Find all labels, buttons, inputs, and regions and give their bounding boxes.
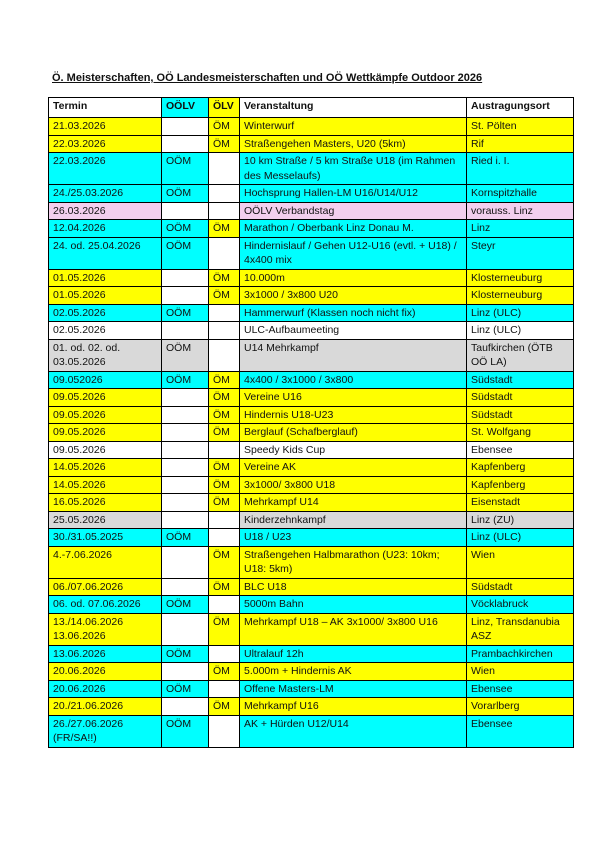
cell-oelv: ÖM bbox=[209, 371, 240, 389]
cell-ooelv bbox=[162, 663, 209, 681]
cell-veranstaltung: OÖLV Verbandstag bbox=[240, 202, 467, 220]
header-veranstaltung: Veranstaltung bbox=[240, 98, 467, 118]
cell-veranstaltung: Winterwurf bbox=[240, 118, 467, 136]
cell-veranstaltung: Mehrkampf U16 bbox=[240, 698, 467, 716]
cell-termin: 24. od. 25.04.2026 bbox=[49, 237, 162, 269]
cell-oelv: ÖM bbox=[209, 578, 240, 596]
cell-veranstaltung: Ultralauf 12h bbox=[240, 645, 467, 663]
cell-ooelv: OÖM bbox=[162, 339, 209, 371]
cell-termin: 25.05.2026 bbox=[49, 511, 162, 529]
cell-veranstaltung: 10 km Straße / 5 km Straße U18 (im Rahmen des Messelaufs) bbox=[240, 153, 467, 185]
table-row bbox=[49, 459, 574, 477]
cell-austragungsort: Vorarlberg bbox=[467, 698, 574, 716]
cell-ooelv bbox=[162, 389, 209, 407]
cell-veranstaltung: Marathon / Oberbank Linz Donau M. bbox=[240, 220, 467, 238]
cell-ooelv bbox=[162, 269, 209, 287]
cell-veranstaltung: Mehrkampf U14 bbox=[240, 494, 467, 512]
cell-veranstaltung: ULC-Aufbaumeeting bbox=[240, 322, 467, 340]
cell-austragungsort: Südstadt bbox=[467, 406, 574, 424]
cell-termin: 13./14.06.2026 13.06.2026 bbox=[49, 613, 162, 645]
cell-termin: 14.05.2026 bbox=[49, 476, 162, 494]
cell-austragungsort: Ried i. I. bbox=[467, 153, 574, 185]
cell-oelv bbox=[209, 153, 240, 185]
cell-oelv bbox=[209, 441, 240, 459]
cell-veranstaltung: 4x400 / 3x1000 / 3x800 bbox=[240, 371, 467, 389]
cell-termin: 26./27.06.2026 (FR/SA!!) bbox=[49, 715, 162, 747]
page-title: Ö. Meisterschaften, OÖ Landesmeisterschaften und OÖ Wettkämpfe Outdoor 2026 bbox=[52, 72, 483, 84]
cell-termin: 02.05.2026 bbox=[49, 322, 162, 340]
cell-termin: 13.06.2026 bbox=[49, 645, 162, 663]
table-row bbox=[49, 339, 574, 371]
cell-oelv bbox=[209, 237, 240, 269]
cell-austragungsort: Kornspitzhalle bbox=[467, 185, 574, 203]
cell-oelv bbox=[209, 511, 240, 529]
cell-termin: 09.052026 bbox=[49, 371, 162, 389]
cell-oelv: ÖM bbox=[209, 424, 240, 442]
cell-ooelv bbox=[162, 441, 209, 459]
cell-austragungsort: Linz (ULC) bbox=[467, 322, 574, 340]
cell-austragungsort: Linz bbox=[467, 220, 574, 238]
cell-oelv: ÖM bbox=[209, 494, 240, 512]
cell-ooelv: OÖM bbox=[162, 237, 209, 269]
table-row bbox=[49, 546, 574, 578]
table-row bbox=[49, 494, 574, 512]
table-row bbox=[49, 135, 574, 153]
cell-oelv bbox=[209, 185, 240, 203]
cell-oelv bbox=[209, 715, 240, 747]
table-row bbox=[49, 287, 574, 305]
cell-austragungsort: Vöcklabruck bbox=[467, 596, 574, 614]
cell-ooelv bbox=[162, 287, 209, 305]
cell-oelv: ÖM bbox=[209, 459, 240, 477]
table-row bbox=[49, 220, 574, 238]
cell-ooelv bbox=[162, 135, 209, 153]
cell-termin: 01.05.2026 bbox=[49, 269, 162, 287]
table-row bbox=[49, 680, 574, 698]
cell-ooelv: OÖM bbox=[162, 185, 209, 203]
cell-veranstaltung: Vereine AK bbox=[240, 459, 467, 477]
cell-ooelv bbox=[162, 494, 209, 512]
table-row bbox=[49, 202, 574, 220]
cell-veranstaltung: Straßengehen Masters, U20 (5km) bbox=[240, 135, 467, 153]
header-oelv: ÖLV bbox=[209, 98, 240, 118]
cell-austragungsort: Linz (ULC) bbox=[467, 529, 574, 547]
header-ort: Austragungsort bbox=[467, 98, 574, 118]
cell-ooelv bbox=[162, 613, 209, 645]
table-row bbox=[49, 118, 574, 136]
cell-ooelv: OÖM bbox=[162, 220, 209, 238]
cell-austragungsort: Wien bbox=[467, 546, 574, 578]
cell-austragungsort: St. Pölten bbox=[467, 118, 574, 136]
cell-termin: 21.03.2026 bbox=[49, 118, 162, 136]
cell-veranstaltung: 10.000m bbox=[240, 269, 467, 287]
cell-termin: 20./21.06.2026 bbox=[49, 698, 162, 716]
cell-ooelv bbox=[162, 546, 209, 578]
table-row bbox=[49, 596, 574, 614]
cell-veranstaltung: Hindernislauf / Gehen U12-U16 (evtl. + U18) / 4x400 mix bbox=[240, 237, 467, 269]
cell-austragungsort: Klosterneuburg bbox=[467, 287, 574, 305]
table-row bbox=[49, 371, 574, 389]
cell-veranstaltung: Hammerwurf (Klassen noch nicht fix) bbox=[240, 304, 467, 322]
cell-austragungsort: Taufkirchen (ÖTB OÖ LA) bbox=[467, 339, 574, 371]
table-row bbox=[49, 237, 574, 269]
cell-ooelv: OÖM bbox=[162, 645, 209, 663]
cell-austragungsort: Linz (ZU) bbox=[467, 511, 574, 529]
cell-termin: 09.05.2026 bbox=[49, 406, 162, 424]
table-row bbox=[49, 424, 574, 442]
cell-austragungsort: Steyr bbox=[467, 237, 574, 269]
header-termin: Termin bbox=[49, 98, 162, 118]
cell-austragungsort: Rif bbox=[467, 135, 574, 153]
table-row bbox=[49, 578, 574, 596]
cell-austragungsort: Südstadt bbox=[467, 371, 574, 389]
table-row bbox=[49, 185, 574, 203]
cell-austragungsort: Kapfenberg bbox=[467, 459, 574, 477]
cell-veranstaltung: 3x1000/ 3x800 U18 bbox=[240, 476, 467, 494]
cell-veranstaltung: Kinderzehnkampf bbox=[240, 511, 467, 529]
cell-oelv: ÖM bbox=[209, 287, 240, 305]
cell-termin: 30./31.05.2025 bbox=[49, 529, 162, 547]
cell-austragungsort: Eisenstadt bbox=[467, 494, 574, 512]
table-row bbox=[49, 476, 574, 494]
cell-austragungsort: Ebensee bbox=[467, 441, 574, 459]
cell-oelv bbox=[209, 596, 240, 614]
header-ooelv: OÖLV bbox=[162, 98, 209, 118]
cell-oelv: ÖM bbox=[209, 269, 240, 287]
table-row bbox=[49, 613, 574, 645]
cell-veranstaltung: 5.000m + Hindernis AK bbox=[240, 663, 467, 681]
cell-veranstaltung: Berglauf (Schafberglauf) bbox=[240, 424, 467, 442]
cell-ooelv: OÖM bbox=[162, 371, 209, 389]
table-row bbox=[49, 153, 574, 185]
cell-ooelv bbox=[162, 202, 209, 220]
cell-oelv: ÖM bbox=[209, 698, 240, 716]
cell-veranstaltung: Straßengehen Halbmarathon (U23: 10km; U18: 5km) bbox=[240, 546, 467, 578]
cell-veranstaltung: Vereine U16 bbox=[240, 389, 467, 407]
cell-oelv: ÖM bbox=[209, 220, 240, 238]
cell-ooelv: OÖM bbox=[162, 153, 209, 185]
cell-veranstaltung: AK + Hürden U12/U14 bbox=[240, 715, 467, 747]
cell-termin: 20.06.2026 bbox=[49, 663, 162, 681]
cell-austragungsort: Kapfenberg bbox=[467, 476, 574, 494]
cell-termin: 12.04.2026 bbox=[49, 220, 162, 238]
cell-oelv: ÖM bbox=[209, 613, 240, 645]
cell-oelv bbox=[209, 339, 240, 371]
cell-termin: 24./25.03.2026 bbox=[49, 185, 162, 203]
cell-ooelv bbox=[162, 511, 209, 529]
cell-ooelv bbox=[162, 118, 209, 136]
cell-termin: 09.05.2026 bbox=[49, 441, 162, 459]
cell-veranstaltung: 5000m Bahn bbox=[240, 596, 467, 614]
cell-termin: 14.05.2026 bbox=[49, 459, 162, 477]
cell-austragungsort: Ebensee bbox=[467, 680, 574, 698]
cell-termin: 06. od. 07.06.2026 bbox=[49, 596, 162, 614]
cell-termin: 22.03.2026 bbox=[49, 135, 162, 153]
cell-veranstaltung: BLC U18 bbox=[240, 578, 467, 596]
cell-ooelv: OÖM bbox=[162, 529, 209, 547]
cell-termin: 01. od. 02. od. 03.05.2026 bbox=[49, 339, 162, 371]
cell-austragungsort: Wien bbox=[467, 663, 574, 681]
cell-austragungsort: vorauss. Linz bbox=[467, 202, 574, 220]
cell-austragungsort: St. Wolfgang bbox=[467, 424, 574, 442]
table-row bbox=[49, 304, 574, 322]
cell-termin: 01.05.2026 bbox=[49, 287, 162, 305]
cell-oelv bbox=[209, 645, 240, 663]
cell-ooelv bbox=[162, 698, 209, 716]
cell-termin: 06./07.06.2026 bbox=[49, 578, 162, 596]
cell-austragungsort: Linz, Transdanubia ASZ bbox=[467, 613, 574, 645]
cell-austragungsort: Klosterneuburg bbox=[467, 269, 574, 287]
table-row bbox=[49, 663, 574, 681]
table-row bbox=[49, 715, 574, 747]
cell-ooelv: OÖM bbox=[162, 304, 209, 322]
table-row bbox=[49, 389, 574, 407]
cell-oelv bbox=[209, 304, 240, 322]
table-row bbox=[49, 269, 574, 287]
cell-veranstaltung: Hindernis U18-U23 bbox=[240, 406, 467, 424]
cell-termin: 16.05.2026 bbox=[49, 494, 162, 512]
cell-ooelv: OÖM bbox=[162, 596, 209, 614]
cell-veranstaltung: U14 Mehrkampf bbox=[240, 339, 467, 371]
cell-veranstaltung: 3x1000 / 3x800 U20 bbox=[240, 287, 467, 305]
table-row bbox=[49, 322, 574, 340]
cell-ooelv bbox=[162, 406, 209, 424]
cell-oelv: ÖM bbox=[209, 546, 240, 578]
cell-veranstaltung: Offene Masters-LM bbox=[240, 680, 467, 698]
schedule-table bbox=[48, 97, 574, 748]
cell-oelv: ÖM bbox=[209, 663, 240, 681]
cell-oelv: ÖM bbox=[209, 389, 240, 407]
cell-veranstaltung: Hochsprung Hallen-LM U16/U14/U12 bbox=[240, 185, 467, 203]
cell-oelv: ÖM bbox=[209, 406, 240, 424]
cell-oelv bbox=[209, 322, 240, 340]
cell-veranstaltung: Speedy Kids Cup bbox=[240, 441, 467, 459]
table-row bbox=[49, 441, 574, 459]
table-row bbox=[49, 529, 574, 547]
cell-oelv: ÖM bbox=[209, 118, 240, 136]
cell-oelv bbox=[209, 529, 240, 547]
cell-oelv: ÖM bbox=[209, 476, 240, 494]
cell-termin: 22.03.2026 bbox=[49, 153, 162, 185]
cell-ooelv bbox=[162, 578, 209, 596]
table-row bbox=[49, 645, 574, 663]
cell-ooelv bbox=[162, 424, 209, 442]
cell-veranstaltung: Mehrkampf U18 – AK 3x1000/ 3x800 U16 bbox=[240, 613, 467, 645]
cell-termin: 09.05.2026 bbox=[49, 389, 162, 407]
cell-oelv bbox=[209, 202, 240, 220]
cell-austragungsort: Prambachkirchen bbox=[467, 645, 574, 663]
cell-termin: 26.03.2026 bbox=[49, 202, 162, 220]
cell-ooelv bbox=[162, 476, 209, 494]
table-row bbox=[49, 698, 574, 716]
table-row bbox=[49, 511, 574, 529]
cell-oelv: ÖM bbox=[209, 135, 240, 153]
cell-austragungsort: Südstadt bbox=[467, 578, 574, 596]
cell-termin: 4.-7.06.2026 bbox=[49, 546, 162, 578]
table-row bbox=[49, 406, 574, 424]
cell-austragungsort: Südstadt bbox=[467, 389, 574, 407]
cell-austragungsort: Linz (ULC) bbox=[467, 304, 574, 322]
header-row bbox=[49, 98, 574, 118]
cell-austragungsort: Ebensee bbox=[467, 715, 574, 747]
cell-termin: 02.05.2026 bbox=[49, 304, 162, 322]
cell-ooelv bbox=[162, 322, 209, 340]
cell-oelv bbox=[209, 680, 240, 698]
cell-termin: 09.05.2026 bbox=[49, 424, 162, 442]
cell-termin: 20.06.2026 bbox=[49, 680, 162, 698]
cell-ooelv: OÖM bbox=[162, 680, 209, 698]
cell-ooelv: OÖM bbox=[162, 715, 209, 747]
cell-ooelv bbox=[162, 459, 209, 477]
cell-veranstaltung: U18 / U23 bbox=[240, 529, 467, 547]
